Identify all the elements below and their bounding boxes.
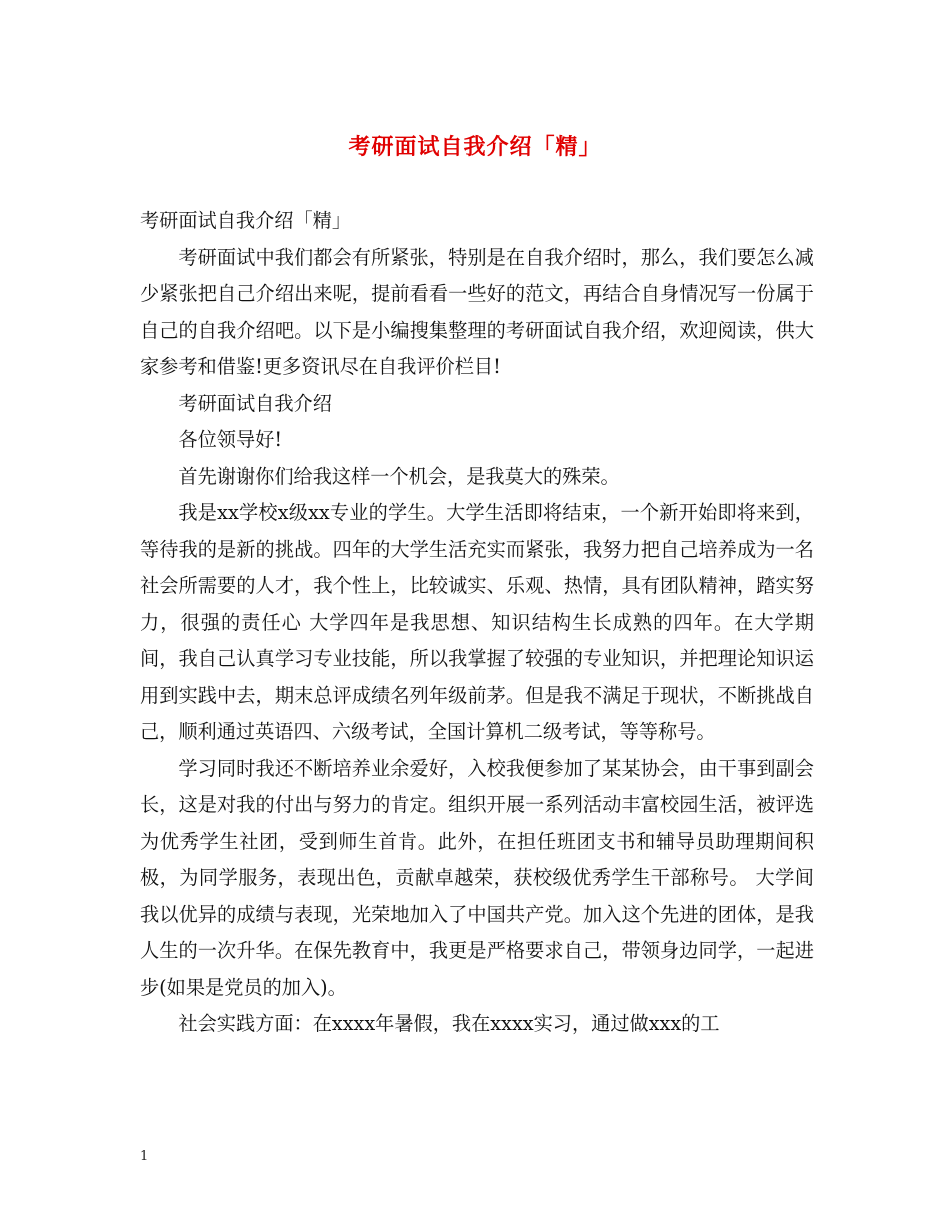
document-body <box>140 203 814 1043</box>
document-title: 考研面试自我介绍「精」 <box>348 134 602 160</box>
page-number: 1 <box>140 1149 149 1164</box>
paragraph: 我是xx学校x级xx专业的学生。大学生活即将结束，一个新开始即将来到，等待我的是新的挑战。四年的大学生活充实而紧张，我努力把自己培养成为一名社会所需要的人才，我个性上，比较诚实、乐观、热情，具有团队精神，踏实努力，很强的责任心 大学四年是我思想、知识结构生长成熟的四年。在大学期间，我自己认真学习专业技能，所以我掌握了较强的专业知识，并把理论知识运用到实践中去，期末总评成绩名列年级前茅。但是我不满足于现状，不断挑战自己，顺利通过英语四、六级考试，全国计算机二级考试，等等称号。 <box>140 501 814 743</box>
paragraph: 首先谢谢你们给我这样一个机会，是我莫大的殊荣。 <box>178 464 620 488</box>
paragraph: 各位领导好! <box>178 428 283 451</box>
paragraph: 学习同时我还不断培养业余爱好，入校我便参加了某某协会，由干事到副会长，这是对我的付出与努力的肯定。组织开展一系列活动丰富校园生活，被评选为优秀学生社团，受到师生首肯。此外，在担任班团支书和辅导员助理期间积极，为同学服务，表现出色，贡献卓越荣，获校级优秀学生干部称号。 大学间我以优异的成绩与表现，光荣地加入了中国共产党。加入这个先进的团体，是我人生的一次升华。在保先教育中，我更是严格要求自己，带领身边同学，一起进步(如果是党员的加入)。 <box>140 756 814 999</box>
paragraph: 考研面试自我介绍「精」 <box>140 209 352 232</box>
paragraph: 考研面试自我介绍 <box>178 391 332 415</box>
paragraph: 考研面试中我们都会有所紧张，特别是在自我介绍时，那么，我们要怎么减少紧张把自己介绍出来呢，提前看看一些好的范文，再结合自身情况写一份属于自己的自我介绍吧。以下是小编搜集整理的考研面试自我介绍，欢迎阅读，供大家参考和借鉴!更多资讯尽在自我评价栏目! <box>140 245 814 378</box>
paragraph: 社会实践方面：在xxxx年暑假，我在xxxx实习，通过做xxx的工 <box>178 1012 720 1035</box>
